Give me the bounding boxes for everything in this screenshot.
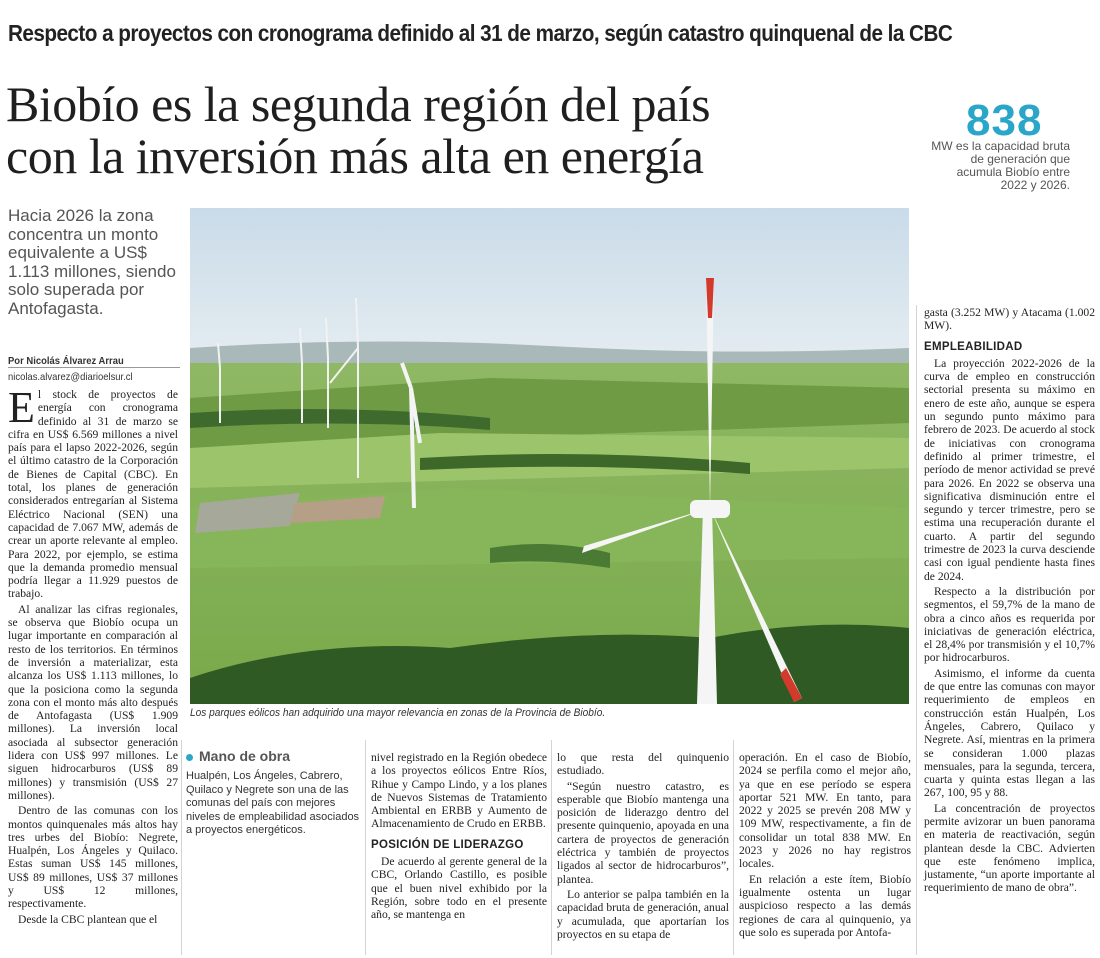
col2-paragraph-1: nivel registrado en la Región obedece a los proyectos eólicos Entre Ríos, Rihue y Campo Lindo, y a los planes de Nuevos Sistemas de Tratamiento Ambiental en ERBB y Aumento de Almacenamiento de Crudo en ERBB. [371, 751, 547, 831]
article-column-4 [739, 751, 911, 941]
col3-paragraph-1: lo que resta del quinquenio estudiado. [557, 751, 729, 778]
subhead: Hacia 2026 la zona concentra un monto equivalente a US$ 1.113 millones, siendo solo superada por Antofagasta. [8, 206, 176, 318]
col2-paragraph-2: De acuerdo al gerente general de la CBC, Orlando Castillo, es posible que el buen nivel exhibido por la Región, sobre todo en el presente año, se mantenga en [371, 855, 547, 922]
col1-paragraph-3: Dentro de las comunas con los montos quinquenales más altos hay tres urbes del Biobío: Negrete, Hualpén, Los Ángeles y Quilaco. Estas suman US$ 145 millones, US$ 89 millones, US$ 37 millones y US$ 12 millones, respectivamente. [8, 804, 178, 911]
sidebar-box [186, 748, 362, 838]
sidebar-title [186, 748, 362, 764]
article-column-5 [924, 306, 1095, 897]
col5-paragraph-4: Asimismo, el informe da cuenta de que entre las comunas con mayor requerimiento de empleos en construcción están Hualpén, Los Ángeles, Cabrero, Quilaco y Negrete. Así, mientras en la primera se consideran 1.000 plazas mensuales, para la segunda, tercera, cuarta y quinta estas llegan a las 267, 100, 95 y 88. [924, 666, 1095, 800]
article-column-2 [371, 751, 547, 924]
col1-paragraph-4: Desde la CBC plantean que el [18, 912, 158, 926]
section-heading-empleabilidad: EMPLEABILIDAD [924, 340, 1023, 353]
bullet-icon [186, 754, 193, 761]
article-column-3 [557, 751, 729, 943]
col4-paragraph-1: operación. En el caso de Biobío, 2024 se perfila como el mejor año, ya que en ese período se espera aportar 521 MW. En tanto, para 2022 y 2025 se prevén 208 MW y 109 MW, respectivamente, a fin de consolidar un total 838 MW. En 2023 y 2026 no hay registros locales. [739, 751, 911, 871]
drop-cap: E [8, 383, 35, 432]
col3-paragraph-3: Lo anterior se palpa también en la capacidad bruta de generación, anual y acumulada, que aportarían los proyectos en su etapa de [557, 887, 729, 941]
section-heading-liderazgo: POSICIÓN DE LIDERAZGO [371, 838, 524, 851]
column-divider [365, 740, 366, 955]
article-column-1 [8, 383, 178, 928]
column-divider [181, 740, 182, 955]
headline [6, 78, 710, 182]
col1-paragraph-1: l stock de proyectos de energía con cronograma definido al 31 de marzo se cifra en US$ 6.569 millones a nivel país para el lapso 2022-2026, según el último catastro de la Corporación de Bienes de Capital (CBC). En total, los planes de generación considerados entregarían al Sistema Eléctrico Nacional (SEN) una capacidad de 7.067 MW, además de crear un aporte relevante al empleo. Para 2022, por ejemplo, se estima que la demanda promedio mensual podría llegar a 11.929 puestos de trabajo. [8, 388, 178, 601]
wind-farm-illustration [190, 208, 909, 704]
headline-line-1: Biobío es la segunda región del país [6, 76, 711, 132]
column-divider [551, 740, 552, 955]
col3-paragraph-2: “Según nuestro catastro, es esperable que Biobío mantenga una posición de liderazgo dentro del presente quinquenio, apoyada en una cartera de proyectos de generación eléctrica y también de proyectos ligados al sector de hidrocarburos”, plantea. [557, 779, 729, 886]
sidebar-body: Hualpén, Los Ángeles, Cabrero, Quilaco y Negrete son una de las comunas del país con mejores niveles de empleabilidad asociados a proyectos energéticos. [186, 770, 360, 836]
col5-paragraph-3: Respecto a la distribución por segmentos, el 59,7% de la mano de obra a cinco años es requerida por iniciativas de generación eléctrica, el 28,4% por transmisión y el 10,7% por hidrocarburos. [924, 584, 1095, 665]
col5-paragraph-2: La proyección 2022-2026 de la curva de empleo en construcción sectorial presenta su máximo en enero de este año, aunque se espera un segundo punto máximo para febrero de 2023. De acuerdo al stock de iniciativas con cronograma definido al primer trimestre, el período de menor actividad se prevé para 2026. En 2022 se observa una significativa disminución entre el segundo y tercer trimestre, pero se estima una recuperación durante el cuarto. A partir del segundo trimestre de 2023 la curva desciende casi con igual pendiente hasta fines de 2024. [924, 356, 1095, 583]
kicker: Respecto a proyectos con cronograma definido al 31 de marzo, según catastro quinquenal de la CBC [8, 20, 953, 46]
byline-author: Por Nicolás Álvarez Arrau [8, 355, 124, 367]
wind-farm-photo [190, 208, 909, 704]
headline-line-2: con la inversión más alta en energía [6, 128, 704, 184]
stat-number: 838 [966, 96, 1043, 145]
col1-paragraph-2: Al analizar las cifras regionales, se observa que Biobío ocupa un lugar importante en comparación al resto de los territorios. En términos de inversión a materializar, esta alcanza los US$ 1.113 millones, lo que la posiciona como la segunda zona con el monto más alto después de Antofagasta (US$ 1.909 millones). La inversión local asociada al subsector generación lidera con US$ 997 millones. Le siguen hidrocarburos (US$ 89 millones) y transmisión (US$ 27 millones). [8, 602, 178, 802]
photo-caption: Los parques eólicos han adquirido una mayor relevancia en zonas de la Provincia de Biobío. [190, 707, 606, 719]
byline-email: nicolas.alvarez@diarioelsur.cl [8, 371, 133, 383]
col4-paragraph-2: En relación a este ítem, Biobío igualmente ostenta un lugar auspicioso respecto a las demás regiones de cara al quinquenio, ya que solo es superada por Antofa- [739, 872, 911, 939]
byline-divider [8, 367, 180, 368]
column-divider [733, 740, 734, 955]
sidebar-title-text: Mano de obra [199, 748, 291, 764]
col5-paragraph-5: La concentración de proyectos permite avizorar un buen panorama en materia de reactivación, según plantean desde la CBC. Advierten que este fenómeno implica, justamente, “un aporte importante al requerimiento de mano de obra”. [924, 801, 1095, 895]
col5-paragraph-1: gasta (3.252 MW) y Atacama (1.002 MW). [924, 306, 1095, 333]
column-divider [916, 305, 917, 955]
stat-text: MW es la capacidad bruta de generación que acumula Biobío entre 2022 y 2026. [931, 139, 1070, 192]
